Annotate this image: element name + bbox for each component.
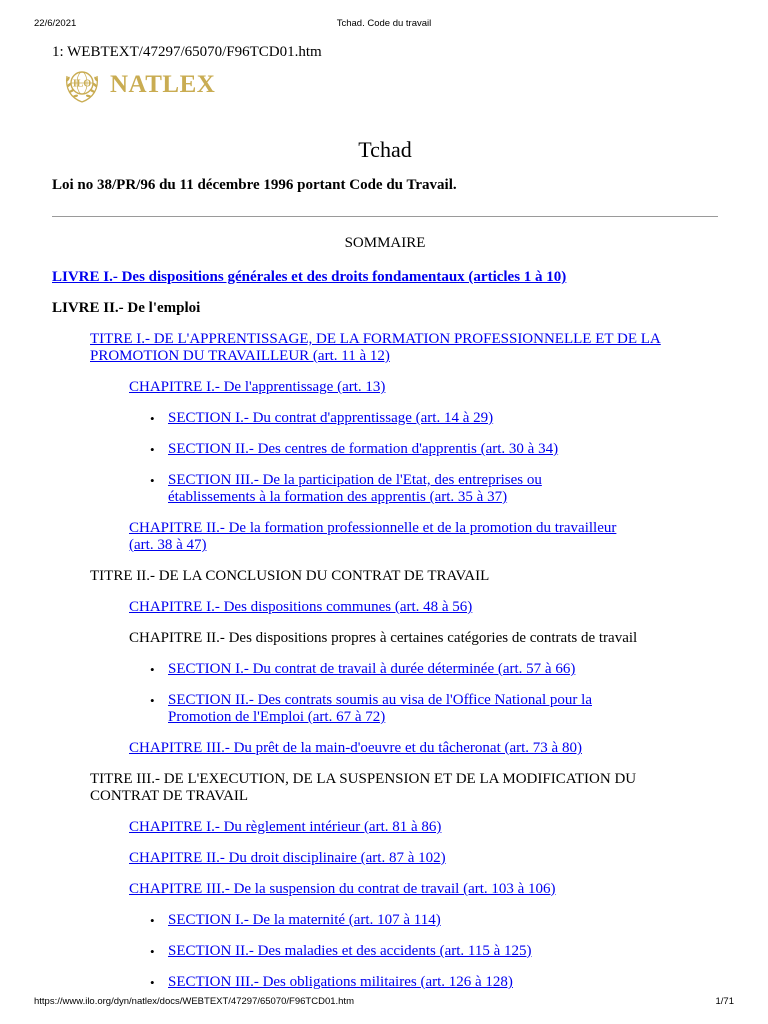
toc-entry-section[interactable]: [150, 943, 608, 960]
bullet-icon: •: [150, 975, 155, 990]
horizontal-rule: [52, 216, 718, 217]
toc-entry-livre[interactable]: [52, 269, 718, 286]
toc-entry-livre: [52, 300, 718, 317]
toc-link[interactable]: CHAPITRE III.- Du prêt de la main-d'oeuvre et du tâcheronat (art. 73 à 80): [129, 740, 582, 756]
bullet-icon: •: [150, 913, 155, 928]
toc-entry-section[interactable]: [150, 912, 608, 929]
bullet-icon: •: [150, 442, 155, 457]
document-body: [52, 43, 718, 991]
page-number: 1/71: [715, 996, 734, 1007]
table-of-contents: [52, 269, 718, 991]
toc-entry-titre: [90, 771, 670, 805]
toc-entry-chapitre: [129, 630, 644, 647]
toc-link[interactable]: SECTION I.- Du contrat d'apprentissage (art. 14 à 29): [168, 410, 494, 426]
toc-link[interactable]: SECTION I.- De la maternité (art. 107 à 114): [168, 912, 441, 928]
toc-link[interactable]: SECTION II.- Des maladies et des accidents (art. 115 à 125): [168, 943, 532, 959]
toc-link[interactable]: LIVRE I.- Des dispositions générales et des droits fondamentaux (articles 1 à 10): [52, 269, 567, 285]
toc-entry-section[interactable]: [150, 472, 608, 506]
toc-entry-section[interactable]: [150, 692, 608, 726]
bullet-icon: •: [150, 473, 155, 488]
toc-entry-section[interactable]: [150, 974, 608, 991]
natlex-logo: [62, 65, 718, 105]
print-header: [0, 18, 768, 32]
toc-entry-section[interactable]: [150, 441, 608, 458]
ilo-emblem-icon: [62, 65, 102, 105]
toc-link[interactable]: CHAPITRE II.- De la formation professionnelle et de la promotion du travailleur (art. 38 à 47): [129, 520, 617, 553]
toc-label: TITRE III.- DE L'EXECUTION, DE LA SUSPENSION ET DE LA MODIFICATION DU CONTRAT DE TRAVAIL: [90, 771, 637, 804]
toc-label: CHAPITRE II.- Des dispositions propres à certaines catégories de contrats de travail: [129, 630, 638, 646]
toc-entry-chapitre[interactable]: [129, 520, 644, 554]
toc-entry-chapitre[interactable]: [129, 850, 644, 867]
document-title: Tchad: [358, 137, 412, 162]
toc-link[interactable]: TITRE I.- DE L'APPRENTISSAGE, DE LA FORMATION PROFESSIONNELLE ET DE LA PROMOTION DU TRAVAILLEUR (art. 11 à 12): [90, 331, 661, 364]
toc-entry-chapitre[interactable]: [129, 819, 644, 836]
bullet-icon: •: [150, 662, 155, 677]
toc-entry-chapitre[interactable]: [129, 881, 644, 898]
bullet-icon: •: [150, 411, 155, 426]
bullet-icon: •: [150, 944, 155, 959]
toc-entry-section[interactable]: [150, 661, 608, 678]
toc-entry-chapitre[interactable]: [129, 740, 644, 757]
toc-link[interactable]: SECTION I.- Du contrat de travail à durée déterminée (art. 57 à 66): [168, 661, 576, 677]
toc-label: TITRE II.- DE LA CONCLUSION DU CONTRAT DE TRAVAIL: [90, 568, 490, 584]
toc-entry-section[interactable]: [150, 410, 608, 427]
svg-text:ILO: ILO: [72, 78, 92, 90]
toc-entry-titre: [90, 568, 670, 585]
bullet-icon: •: [150, 693, 155, 708]
natlex-wordmark: NATLEX: [110, 71, 216, 98]
toc-link[interactable]: CHAPITRE II.- Du droit disciplinaire (art. 87 à 102): [129, 850, 446, 866]
print-date: 22/6/2021: [34, 18, 77, 29]
sommaire-heading: SOMMAIRE: [344, 235, 426, 251]
source-path: 1: WEBTEXT/47297/65070/F96TCD01.htm: [52, 44, 322, 60]
toc-entry-titre[interactable]: [90, 331, 670, 365]
toc-link[interactable]: CHAPITRE I.- Du règlement intérieur (art. 81 à 86): [129, 819, 442, 835]
toc-link[interactable]: SECTION III.- Des obligations militaires (art. 126 à 128): [168, 974, 513, 990]
toc-entry-chapitre[interactable]: [129, 379, 644, 396]
toc-link[interactable]: SECTION III.- De la participation de l'Etat, des entreprises ou établissements à la formation des apprentis (art. 35 à 37): [168, 472, 542, 505]
toc-link[interactable]: SECTION II.- Des contrats soumis au visa de l'Office National pour la Promotion de l'Emploi (art. 67 à 72): [168, 692, 592, 725]
toc-link[interactable]: CHAPITRE I.- Des dispositions communes (art. 48 à 56): [129, 599, 473, 615]
toc-link[interactable]: CHAPITRE III.- De la suspension du contrat de travail (art. 103 à 106): [129, 881, 556, 897]
toc-link[interactable]: CHAPITRE I.- De l'apprentissage (art. 13): [129, 379, 386, 395]
toc-entry-chapitre[interactable]: [129, 599, 644, 616]
toc-label: LIVRE II.- De l'emploi: [52, 300, 201, 316]
print-title: Tchad. Code du travail: [336, 18, 432, 29]
print-url: https://www.ilo.org/dyn/natlex/docs/WEBTEXT/47297/65070/F96TCD01.htm: [34, 996, 354, 1007]
toc-link[interactable]: SECTION II.- Des centres de formation d'apprentis (art. 30 à 34): [168, 441, 559, 457]
print-footer: [0, 996, 768, 1010]
law-title: Loi no 38/PR/96 du 11 décembre 1996 portant Code du Travail.: [52, 177, 457, 193]
